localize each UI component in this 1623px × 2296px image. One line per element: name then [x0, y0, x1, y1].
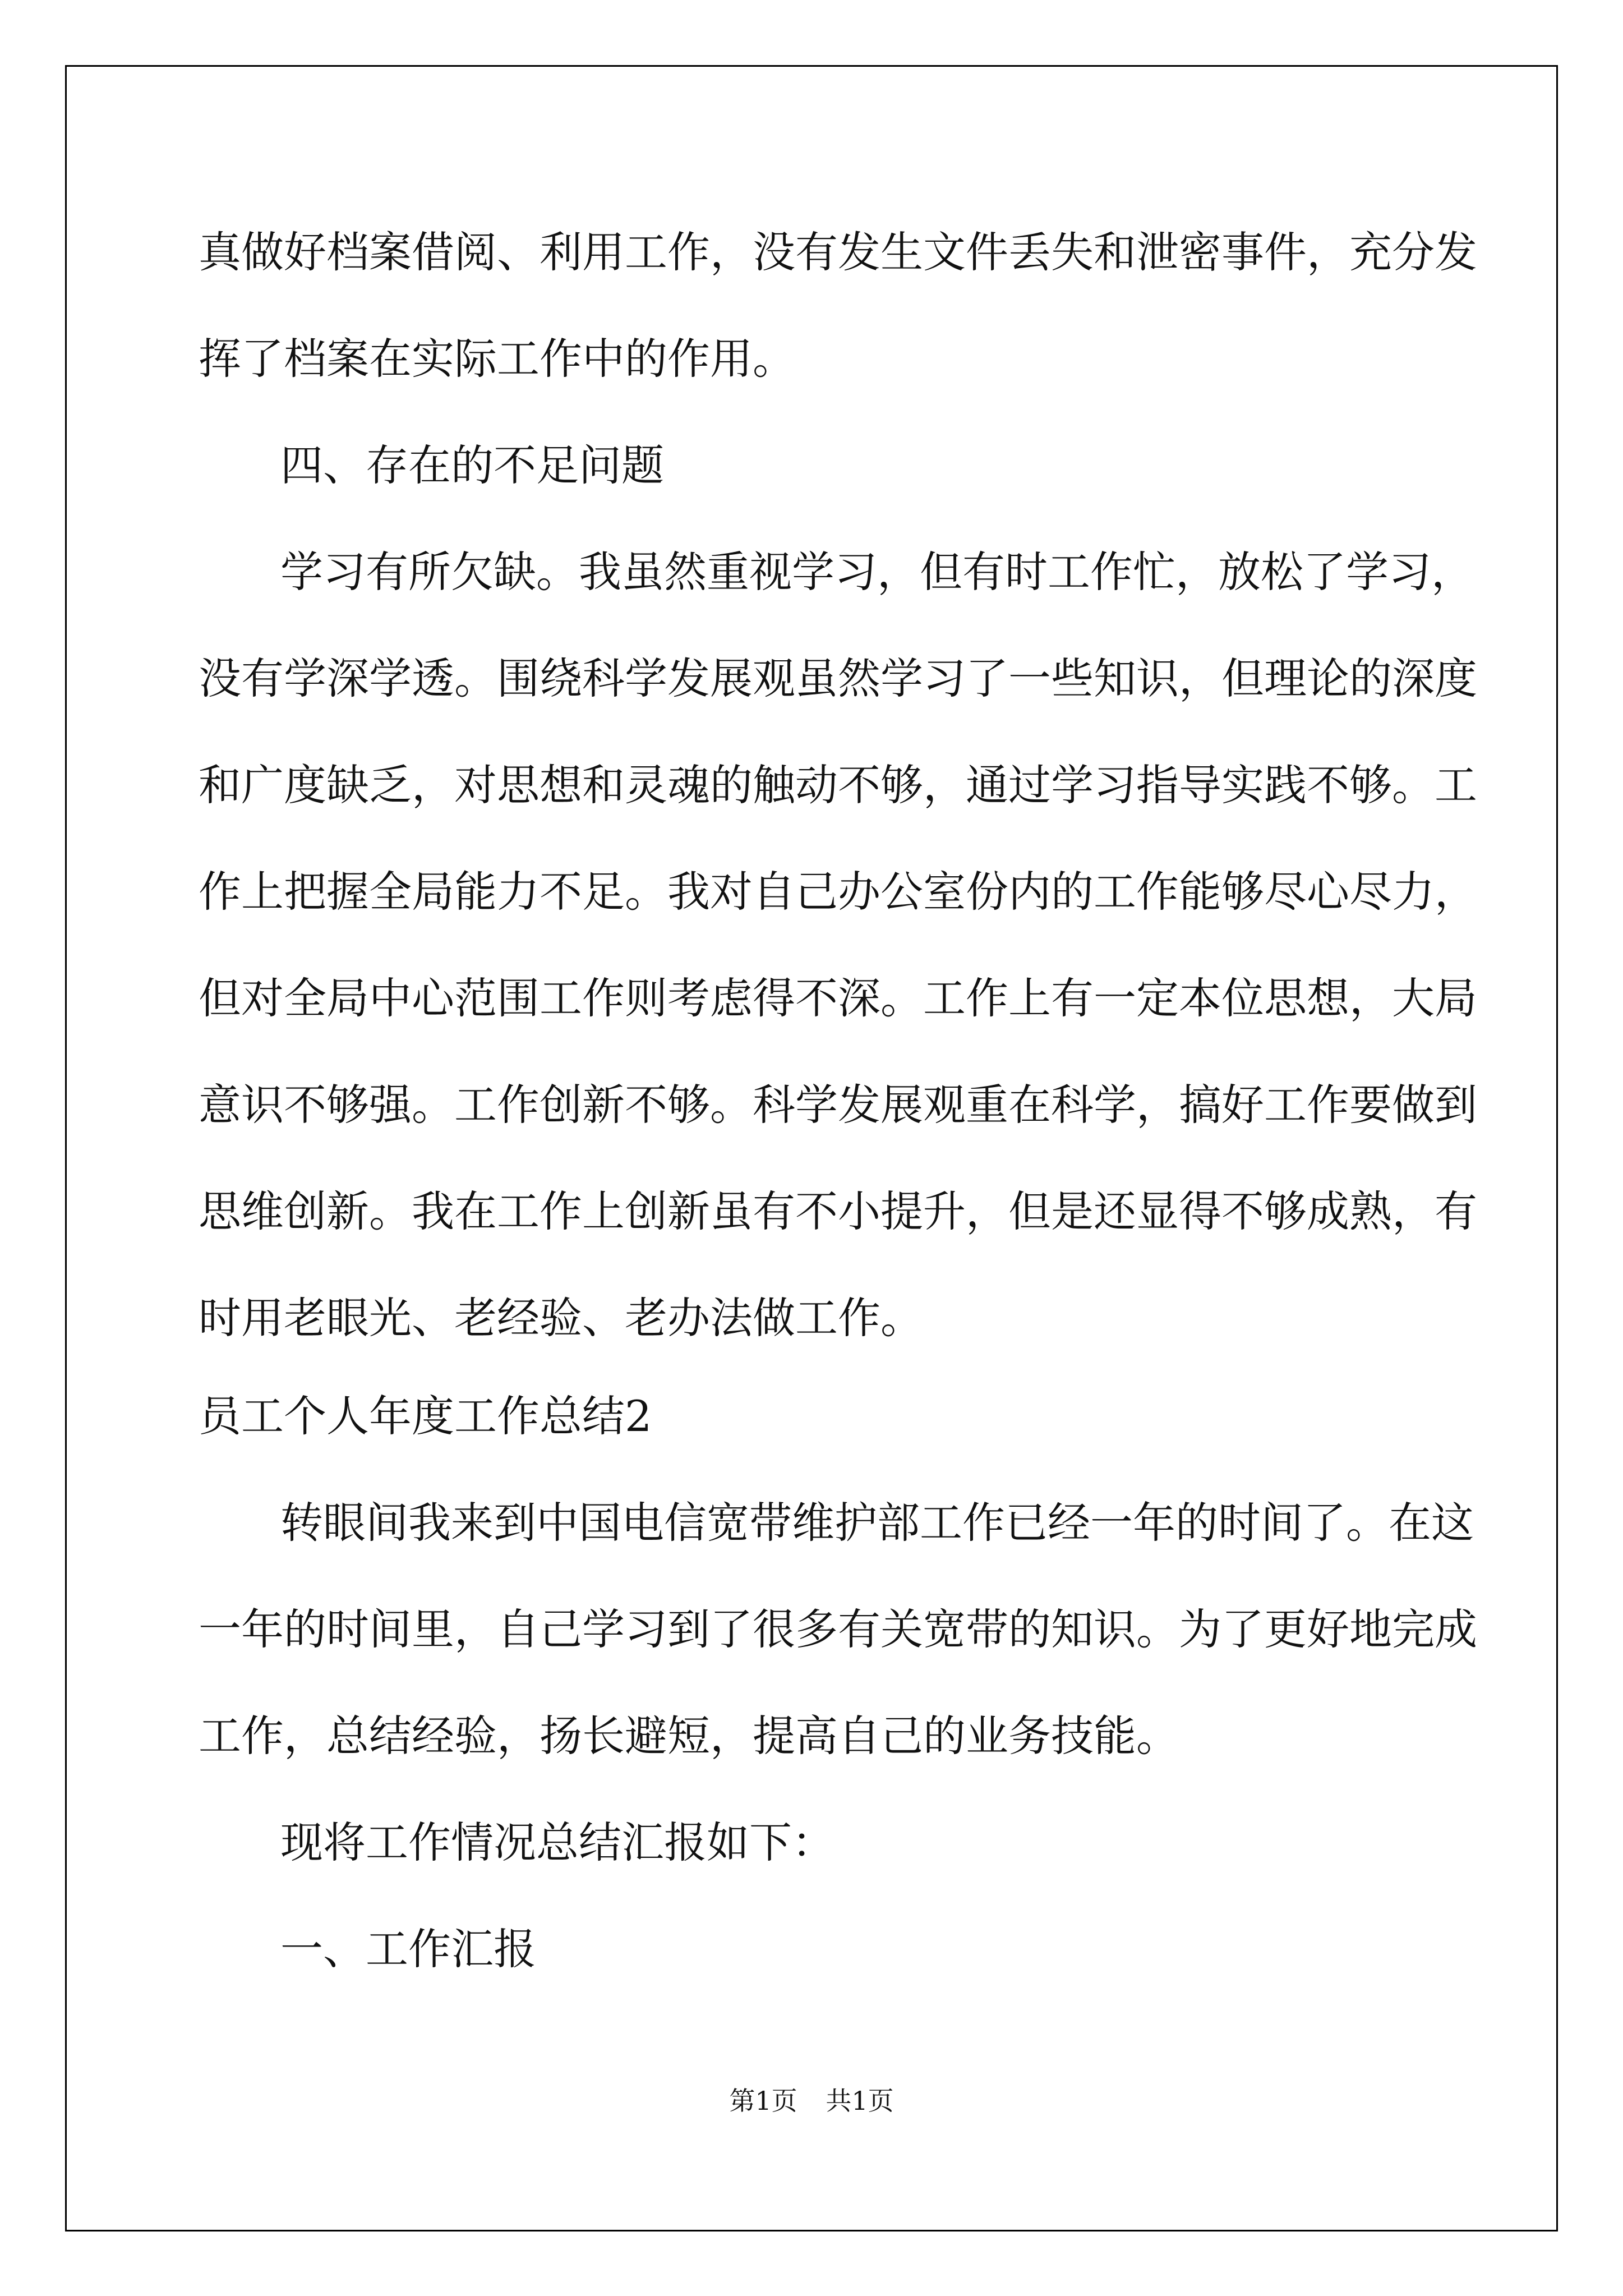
section-heading-1: 一、工作汇报 [280, 1924, 536, 1974]
page-number: 第1页 [729, 2086, 797, 2116]
body-line-7: 作上把握全局能力不足。我对自己办公室份内的工作能够尽心尽力， [199, 867, 1477, 917]
body-line-4: 学习有所欠缺。我虽然重视学习，但有时工作忙，放松了学习， [280, 547, 1474, 597]
document-title-2: 员工个人年度工作总结2 [199, 1391, 652, 1441]
body-line-1: 真做好档案借阅、利用工作，没有发生文件丢失和泄密事件，充分发 [199, 227, 1477, 277]
body-line-11: 时用老眼光、老经验、老办法做工作。 [199, 1293, 923, 1343]
page-total: 共1页 [826, 2086, 894, 2116]
page-border [65, 65, 1558, 2231]
body-line-16: 现将工作情况总结汇报如下： [280, 1818, 834, 1867]
page-footer [0, 2084, 1623, 2118]
body-line-10: 思维创新。我在工作上创新虽有不小提升，但是还显得不够成熟，有 [199, 1186, 1477, 1236]
body-line-6: 和广度缺乏，对思想和灵魂的触动不够，通过学习指导实践不够。工 [199, 760, 1477, 810]
body-line-5: 没有学深学透。围绕科学发展观虽然学习了一些知识，但理论的深度 [199, 654, 1477, 703]
body-line-14: 一年的时间里，自己学习到了很多有关宽带的知识。为了更好地完成 [199, 1604, 1477, 1654]
body-line-15: 工作，总结经验，扬长避短，提高自己的业务技能。 [199, 1711, 1179, 1761]
body-line-9: 意识不够强。工作创新不够。科学发展观重在科学，搞好工作要做到 [199, 1080, 1477, 1130]
section-heading-4: 四、存在的不足问题 [280, 440, 664, 490]
body-line-2: 挥了档案在实际工作中的作用。 [199, 334, 795, 384]
body-line-8: 但对全局中心范围工作则考虑得不深。工作上有一定本位思想，大局 [199, 973, 1477, 1023]
body-line-13: 转眼间我来到中国电信宽带维护部工作已经一年的时间了。在这 [280, 1498, 1474, 1548]
